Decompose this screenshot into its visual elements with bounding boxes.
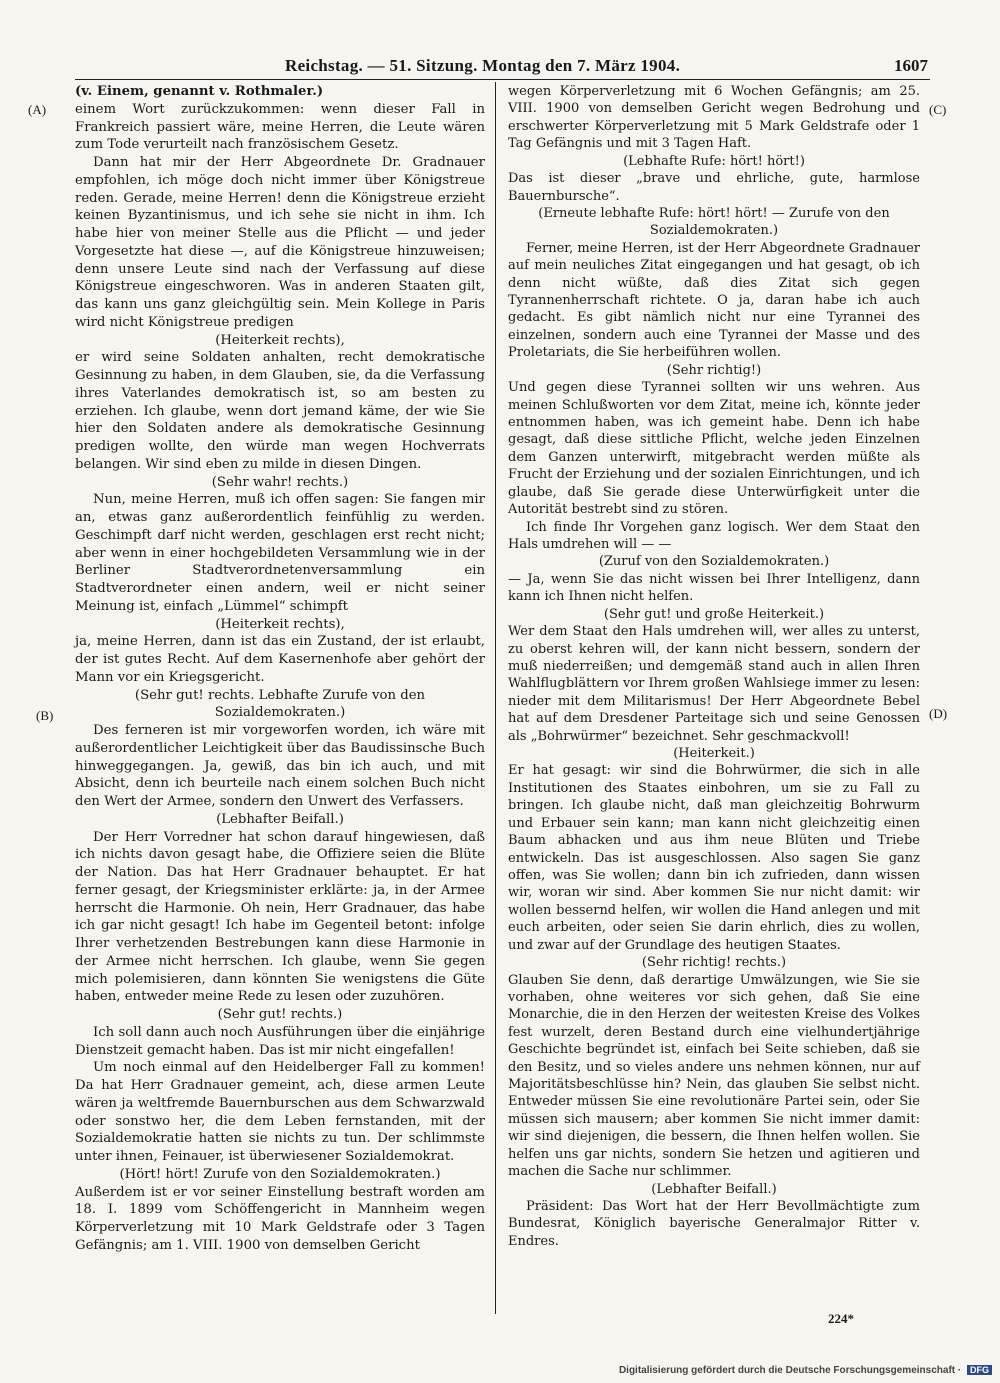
header-rule [75,79,930,80]
paragraph: Wer dem Staat den Hals umdrehen will, wer alles zu unterst, zu oberst kehren will, der kann nicht bessern, sondern der muß niederreißen; und demgemäß stand auch in allen Ihren Wahlflugblättern vor Ihrem großen Wahlsiege immer zu lesen: nieder mit dem Militarismus! Der Herr Abgeordnete Bebel hat auf dem Dresdener Parteitage sich und seine Genossen als „Bohrwürmer“ bezeichnet. Sehr geschmackvoll! [508,624,920,744]
footer-text: Digitalisierung gefördert durch die Deutsche Forschungsgemeinschaft [618,1365,956,1376]
paragraph: Glauben Sie denn, daß derartige Umwälzungen, wie Sie sie vorhaben, ohne weiteres vor sich gehen, daß Sie eine Monarchie, die in den Herzen der weitesten Kreise des Volkes fest wurzelt, deren Bestand durch eine vielhundertjährige Geschichte begründet ist, einfach bei Seite schieben, daß sie den Besitz, und so vieles andere uns nehmen können, nur auf Majoritätsbeschlüsse hin? Nein, das glauben Sie selbst nicht. Entweder müssen Sie eine revolutionäre Partei sein, oder Sie müssen sich mausern; aber kommen Sie nicht immer damit: wir sind diejenigen, die bessern, die Ihnen helfen wollen. Sie helfen uns gar nichts, sondern Sie hetzen und agitieren und machen die Sache nur schlimmer. [508,972,920,1180]
paragraph: Um noch einmal auf den Heidelberger Fall zu kommen! Da hat Herr Gradnauer gemeint, ach, diese armen Leute wären ja weltfremde Bauernburschen aus dem Schwarzwald oder sonstwo her, die dem Leben fernstanden, mit der Sozialdemokratie hatten sie nichts zu tun. Der schlimmste unter ihnen, Feinauer, ist überwiesener Sozialdemokrat. [75,1060,485,1164]
paragraph: Des ferneren ist mir vorgeworfen worden, ich wäre mit außerordentlicher Leichtigkeit über das Baudissinsche Buch hinweggegangen. Ja, gewiß, das bin ich auch, und mit Absicht, denn ich beurteile nach einem solchen Buch nicht den Wert der Armee, sondern den Unwert des Verfassers. [75,723,485,809]
interjection: (Sehr gut! und große Heiterkeit.) [603,606,825,622]
page-header [75,56,930,78]
paragraph: — Ja, wenn Sie das nicht wissen bei Ihrer Intelligenz, dann kann ich Ihnen nicht helfen. [508,571,920,605]
interjection: (Sehr gut! rechts.) [217,1007,343,1022]
margin-mark-b: (B) [36,708,54,723]
paragraph: einem Wort zurückzukommen: wenn dieser Fall in Frankreich passiert wäre, meine Herren, die Leute wären zum Tode verurteilt nach französischem Gesetz. [75,101,485,153]
interjection: (Hört! hört! Zurufe von den Sozialdemokraten.) [119,1166,441,1182]
column-divider [495,82,496,1314]
interjection: (Heiterkeit rechts), [215,332,345,348]
interjection: (Lebhafter Beifall.) [651,1181,777,1197]
paragraph: Ich soll dann auch noch Ausführungen über die einjährige Dienstzeit gemacht haben. Das ist mir nicht eingefallen! [75,1024,485,1058]
speaker-line: (v. Einem, genannt v. Rothmaler.) [75,84,324,99]
paragraph: Und gegen diese Tyrannei sollten wir uns wehren. Aus meinen Schlußworten vor dem Zitat, meine ich, könnte jeder entnommen haben, was ich gemeint habe. Denn ich habe gesagt, daß diese sittliche Pflicht, welche jeden Einzelnen dem Ganzen unterwirft, mitgebracht werden müßte als Frucht der Erziehung und der sozialen Einrichtungen, und ich glaube, daß Sie gerade diese Unterwürfigkeit unter die Autorität bestrebt sind zu stören. [508,380,920,518]
interjection: (Zuruf von den Sozialdemokraten.) [598,554,830,570]
running-title: Reichstag. — 51. Sitzung. Montag den 7. März 1904. [285,56,681,75]
paragraph: Ferner, meine Herren, ist der Herr Abgeordnete Gradnauer auf mein neuliches Zitat eingegangen und hat gesagt, ob ich denn nicht wüßte, daß dies Zitat sich gegen Tyrannenherrschaft richtete. O ja, daran habe ich auch gedacht. Es gibt nämlich nicht nur eine Tyrannei des einzelnen, sondern auch eine Tyrannei der Masse und des Proletariats, die Sie herbeiführen wollen. [508,240,920,361]
paragraph: er wird seine Soldaten anhalten, recht demokratische Gesinnung zu haben, in dem Glauben, sie, da die Verfassung ihres Vaterlandes demokratisch ist, so am besten zu erziehen. Ich glaube, wenn dort jemand käme, der wie Sie hier den Soldaten andere als demokratische Gesinnung predigen wollte, den würde man wegen Hochverrats belangen. Wir sind eben zu milde in diesen Dingen. [75,350,485,472]
paragraph: Präsident: Das Wort hat der Herr Bevollmächtigte zum Bundesrat, Königlich bayerische Generalmajor Ritter v. Endres. [508,1199,920,1249]
paragraph: Außerdem ist er vor seiner Einstellung bestraft worden am 18. I. 1899 vom Schöffengericht in Mannheim wegen Körperverletzung mit 10 Mark Geldstrafe oder 3 Tagen Gefängnis; am 1. VIII. 1900 von demselben Gericht [75,1184,485,1253]
paragraph: ja, meine Herren, dann ist das ein Zustand, der ist erlaubt, der ist gutes Recht. Auf dem Kasernenhofe aber gehört der Mann vor ein Kriegsgericht. [75,634,485,685]
interjection: (Heiterkeit rechts), [215,616,345,632]
interjection: (Lebhafter Beifall.) [216,811,344,827]
dfg-logo: DFG [967,1365,992,1375]
interjection: (Heiterkeit.) [673,746,755,762]
margin-mark-c: (C) [929,102,947,117]
footer-credit: Digitalisierung gefördert durch die Deutsche Forschungsgemeinschaft · DFG [619,1365,992,1376]
signature-mark: 224* [828,1311,854,1326]
left-column [75,83,485,1255]
interjection: (Lebhafte Rufe: hört! hört!) [623,153,805,169]
paragraph: Ich finde Ihr Vorgehen ganz logisch. Wer dem Staat den Hals umdrehen will — — [508,519,920,552]
right-column [508,83,920,1250]
margin-mark-d: (D) [929,706,948,721]
interjection: (Sehr gut! rechts. Lebhafte Zurufe von den Sozialdemokraten.) [134,687,426,721]
paragraph: Der Herr Vorredner hat schon darauf hingewiesen, daß ich nichts davon gesagt habe, die Offiziere seien die Blüte der Nation. Das hat Herr Gradnauer behauptet. Er hat ferner gesagt, der Kriegsminister erklärte: ja, in der Armee herrscht die Harmonie. Oh nein, Herr Gradnauer, das habe ich gar nicht gesagt! Ich habe im Gegenteil betont: infolge Ihrer verhetzenden Bestrebungen kann diese Harmonie in der Armee nicht herrschen. Ich glaube, wenn Sie gegen mich polemisieren, dann könnten Sie wenigstens die Güte haben, entweder meine Rede zu lesen oder zuzuhören. [75,829,485,1005]
interjection: (Sehr richtig! rechts.) [641,955,787,971]
interjection: (Erneute lebhafte Rufe: hört! hört! — Zurufe von den Sozialdemokraten.) [538,205,890,239]
interjection: (Sehr richtig!) [666,362,762,378]
paragraph: wegen Körperverletzung mit 6 Wochen Gefängnis; am 25. VIII. 1900 von demselben Gericht wegen Bedrohung und erschwerter Körperverletzung mit 5 Mark Geldstrafe oder 1 Tag Gefängnis und mit 3 Tagen Haft. [508,84,920,152]
paragraph: Dann hat mir der Herr Abgeordnete Dr. Gradnauer empfohlen, ich möge doch nicht immer über Königstreue reden. Gerade, meine Herren! denn die Königstreue erzieht keinen Byzantinismus, und ich sehe sie nicht in ihm. Ich habe hier von meiner Stelle aus die Pflicht — und jeder Vorgesetzte hat diese —, auf die Königstreue hinzuweisen; denn unsere Leute sind nach der Verfassung auf diese Königstreue eingeschworen. Was in anderen Staaten gilt, das kann uns ganz gleichgültig sein. Mein Kollege in Paris wird nicht Königstreue predigen [75,155,485,330]
interjection: (Sehr wahr! rechts.) [211,474,349,490]
page-number: 1607 [894,56,928,75]
paragraph: Nun, meine Herren, muß ich offen sagen: Sie fangen mir an, etwas ganz außerordentlich feinfühlig zu werden. Geschimpft darf nicht werden, geschlagen erst recht nicht; aber wenn in einer hochgebildeten Versammlung wie in der Berliner Stadtverordnetenversammlung ein Stadtverordneter einen andern, weil er nicht seiner Meinung ist, einfach „Lümmel“ schimpft [75,492,485,614]
paragraph: Das ist dieser „brave und ehrliche, gute, harmlose Bauernbursche“. [508,171,920,204]
margin-mark-a: (A) [28,102,47,117]
paragraph: Er hat gesagt: wir sind die Bohrwürmer, die sich in alle Institutionen des Staates einbohren, um sie zu Fall zu bringen. Ich glaube nicht, daß man gleichzeitig Bohrwurm und Erbauer sein kann; man kann nicht gleichzeitig einen Baum abhacken und aus ihm neue Blüten und Triebe entwickeln. Das ist ausgeschlossen. Also sagen Sie ganz offen, was Sie wollen; dann bin ich zufrieden, dann wissen wir, woran wir sind. Aber kommen Sie nur nicht damit: wir wollen bessernd helfen, wir wollen die Hand anlegen und mit euch arbeiten, oder seien Sie darin ehrlich, dies zu wollen, und zwar auf der Grundlage des heutigen Staates. [508,763,920,953]
